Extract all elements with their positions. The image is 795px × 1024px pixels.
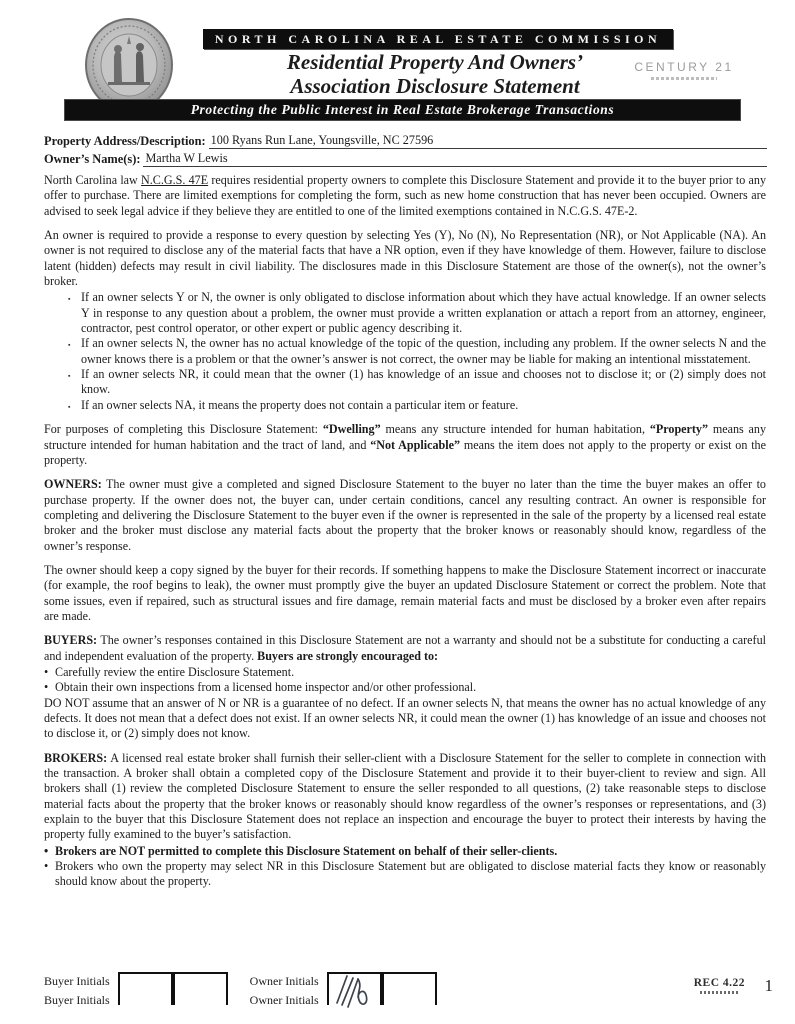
buyer-initials-boxes	[118, 972, 228, 1005]
buyer-initials-box[interactable]	[173, 972, 228, 1005]
owner-copy-paragraph: The owner should keep a copy signed by the buyer for their records. If something happens to make the Disclosure Statement incorrect or inaccurate (for example, the roof begins to leak), the owner must promptly give the buyer an updated Disclosure Statement or correct the problem. Note that some issues, even if repaired, such as structural issues and fire damage, remain material facts and must be disclosed by a broker even after repairs are made.	[44, 562, 766, 623]
brokers-bullet-bold: • Brokers are NOT permitted to complete this Disclosure Statement on behalf of their seller-clients.	[44, 844, 766, 859]
brokers-section-label: BROKERS:	[44, 750, 108, 765]
buyers-do-not-paragraph: DO NOT assume that an answer of N or NR is a guarantee of no defect. If an owner selects N, that means the owner has no actual knowledge of any defects. It does not mean that a defect does not exist. If an owner selects NR, it could mean the owner (1) has knowledge of an issue and chooses not to disclose it, or (2) simply does not know.	[44, 695, 766, 741]
century21-logo-text: CENTURY 21	[634, 60, 734, 74]
bullet-item: ▪ If an owner selects NA, it means the property does not contain a particular item or feature.	[68, 398, 766, 413]
definitions-paragraph	[44, 422, 766, 468]
intro-paragraph-2: An owner is required to provide a response to every question by selecting Yes (Y), No (N), No Representation (NR), or Not Applicable (NA). An owner is not required to disclose any of the material facts that have a NR option, even if they have knowledge of them. However, failure to disclose latent (hidden) defects may result in civil liability. The disclosures made in this Disclosure Statement are those of the owner(s), not the owner’s broker.	[44, 228, 766, 289]
owner-initials-label: Owner Initials	[249, 974, 319, 988]
term-dwelling: “Dwelling”	[322, 422, 381, 437]
owner-initials-labels	[250, 972, 319, 1008]
page-footer	[44, 972, 773, 1020]
buyer-initials-label-2: Buyer Initials	[44, 993, 110, 1007]
owner-initials-boxes	[327, 972, 437, 1005]
tagline-banner	[64, 99, 741, 121]
commission-banner	[203, 29, 673, 49]
term-property: “Property”	[649, 422, 709, 437]
buyer-initials-label: Buyer Initials	[44, 974, 110, 988]
buyers-bullet: • Carefully review the entire Disclosure Statement.	[44, 665, 766, 680]
intro-p1-pre: North Carolina law	[44, 173, 142, 187]
century21-logo-subtext	[651, 77, 717, 80]
page-number: 1	[764, 976, 773, 995]
term-not-applicable: “Not Applicable”	[370, 437, 461, 452]
definitions-mid1: means any structure intended for human habitation,	[380, 422, 650, 437]
owner-name-value-field: Martha W Lewis	[143, 151, 767, 167]
tagline-banner-text: Protecting the Public Interest in Real Estate Brokerage Transactions	[190, 102, 615, 117]
address-label: Property Address/Description:	[44, 134, 206, 148]
response-option-bullets	[68, 290, 766, 413]
rec-code: REC 4.22	[693, 977, 745, 989]
property-fields	[44, 131, 767, 167]
owner-name-label: Owner’s Name(s):	[44, 152, 141, 166]
owners-text: The owner must give a completed and signed Disclosure Statement to the buyer no later than the time the buyer makes an offer to purchase property. If the owner does not, the buyer can, under certain conditions, cancel any resulting contract. An owner is responsible for completing and delivering the Disclosure Statement to the buyer even if the owner is represented in the sale of the property by a licensed real estate broker and the broker must disclose any material facts about the property that the broker knows or reasonably should know, regardless of the owner’s response.	[44, 477, 766, 553]
buyers-section-label: BUYERS:	[44, 633, 98, 648]
rec-block	[694, 977, 745, 994]
owners-paragraph	[44, 477, 766, 554]
definitions-mid2: means any structure intended for human habitation and the tract of land, and	[44, 422, 766, 452]
definitions-post: means the item does not apply to the property or exist on the property.	[44, 437, 766, 467]
owner-initials-signature-icon	[330, 967, 380, 1013]
intro-paragraph-1	[44, 173, 766, 219]
document-body	[44, 173, 766, 899]
bullet-item: ▪ If an owner selects Y or N, the owner is only obligated to disclose information about which they have actual knowledge. If an owner selects Y in response to any question about a problem, the owner must provide a written explanation or attach a report from an attorney, engineer, contractor, pest control operator, or other expert or public agency describing it.	[68, 290, 766, 336]
brokers-paragraph	[44, 751, 766, 843]
buyers-emphasis: Buyers are strongly encouraged to:	[257, 648, 439, 663]
buyers-paragraph	[44, 633, 766, 664]
document-title-line1: Residential Property And Owners’	[286, 50, 584, 74]
brokers-bullet: • Brokers who own the property may select NR in this Disclosure Statement but are obligated to disclose material facts they know or reasonably should know about the property.	[44, 859, 766, 890]
buyers-text1: The owner’s responses contained in this Disclosure Statement are not a warranty and should not be a substitute for conducting a careful and independent evaluation of the property.	[44, 633, 766, 663]
owner-initials-box-signed[interactable]	[327, 972, 382, 1005]
buyers-bullet: • Obtain their own inspections from a licensed home inspector and/or other professional.	[44, 680, 766, 695]
statute-reference: N.C.G.S. 47E	[141, 173, 209, 187]
owner-initials-label-2: Owner Initials	[249, 993, 319, 1007]
address-value-field: 100 Ryans Run Lane, Youngsville, NC 27596	[209, 133, 767, 149]
buyer-initials-labels	[44, 972, 110, 1008]
owner-name-row	[44, 149, 767, 167]
bullet-item: ▪ If an owner selects N, the owner has no actual knowledge of the topic of the question, including any problem. If the owner selects N and the owner knows there is a problem or that the owner’s answer is not correct, the owner may be liable for making an intentional misstatement.	[68, 336, 766, 367]
document-title	[180, 50, 690, 98]
century21-logo	[616, 60, 752, 80]
owner-initials-box[interactable]	[382, 972, 437, 1005]
document-title-line2: Association Disclosure Statement	[290, 74, 580, 98]
intro-p1-post: requires residential property owners to complete this Disclosure Statement and provide it to the buyer prior to any offer to purchase. There are limited exemptions for completing the form, such as new home construction that has never been occupied. Owners are advised to seek legal advice if they believe they are entitled to one of the limited exemptions contained in N.C.G.S. 47E-2.	[44, 173, 767, 218]
initials-strip	[44, 972, 767, 1008]
commission-banner-text: NORTH CAROLINA REAL ESTATE COMMISSION	[214, 32, 662, 46]
buyer-initials-box[interactable]	[118, 972, 173, 1005]
address-row	[44, 131, 767, 149]
brokers-text: A licensed real estate broker shall furnish their seller-client with a Disclosure Statement for the seller to complete in connection with the transaction. A broker shall obtain a completed copy of the Disclosure Statement and provide it to their buyer-client to review and sign. All brokers shall (1) review the completed Disclosure Statement to ensure the seller responded to all questions, (2) take reasonable steps to disclose material facts about the property that the broker knows or reasonably should know regardless of the owner’s responses or representations, and (3) explain to the buyer that this Disclosure Statement does not replace an inspection and encourage the buyer to protect their interests by having the property fully examined to the buyer’s satisfaction.	[44, 750, 766, 842]
rec-subtext	[700, 991, 738, 994]
bullet-item: ▪ If an owner selects NR, it could mean that the owner (1) has knowledge of an issue and chooses not to disclose it; or (2) simply does not know.	[68, 367, 766, 398]
definitions-pre: For purposes of completing this Disclosure Statement:	[44, 422, 323, 437]
owners-section-label: OWNERS:	[44, 477, 102, 492]
